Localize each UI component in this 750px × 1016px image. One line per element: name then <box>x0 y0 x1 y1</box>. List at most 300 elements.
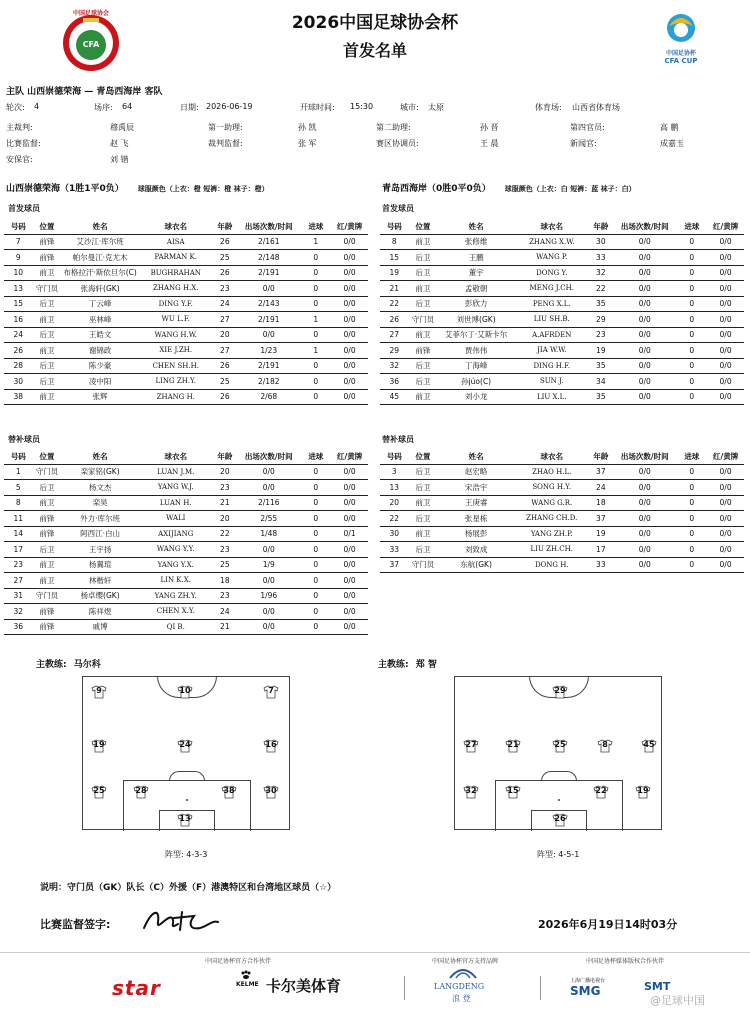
cell-shirt: LIN K.X. <box>160 576 191 585</box>
cell-shirt: DONG H. <box>534 560 569 569</box>
cell-no: 27 <box>13 575 24 585</box>
cell-cards: 0/0 <box>343 268 356 278</box>
cell-shirt: ZHANG X.W. <box>529 237 575 246</box>
shirt-number: 21 <box>507 740 519 749</box>
table-row <box>380 358 744 374</box>
cell-goals: 0 <box>689 268 695 278</box>
cell-shirt: XIE J.ZH. <box>159 346 193 355</box>
cell-name: 杨文杰 <box>88 482 112 492</box>
media-value: 成嘉玉 <box>660 139 684 148</box>
cell-no: 10 <box>13 268 24 278</box>
table-row <box>4 374 368 390</box>
cell-age: 30 <box>596 237 606 247</box>
info-row-3 <box>0 138 750 151</box>
cell-age: 25 <box>220 376 230 386</box>
cell-name: 贾伟伟 <box>464 345 488 355</box>
cell-age: 35 <box>596 392 606 402</box>
cell-cards: 0/0 <box>719 345 732 355</box>
cell-age: 19 <box>596 529 606 539</box>
cell-age: 35 <box>596 299 606 309</box>
cell-apps: 0/0 <box>262 330 275 340</box>
cell-apps: 0/0 <box>638 268 651 278</box>
cell-cards: 0/0 <box>343 544 356 554</box>
cell-shirt: ZHANG H.X. <box>153 284 199 293</box>
cell-goals: 0 <box>689 529 695 539</box>
ar2-value: 孙 晋 <box>480 123 499 132</box>
cell-goals: 0 <box>689 299 695 309</box>
cell-age: 18 <box>220 575 230 585</box>
cell-age: 24 <box>220 299 230 309</box>
shirt-icon <box>505 739 521 753</box>
shirt-number: 45 <box>643 740 655 749</box>
col-header-shirt: 球衣名 <box>540 222 563 232</box>
cell-apps: 0/0 <box>638 237 651 247</box>
sign-datetime: 2026年6月19日14时03分 <box>538 918 678 931</box>
cell-name: 外力·库尔班 <box>80 513 121 523</box>
shirt-icon <box>263 739 279 753</box>
cell-pos: 后卫 <box>415 299 431 309</box>
away-coach <box>378 657 437 670</box>
col-header-cards: 红/黄牌 <box>336 222 363 232</box>
cell-cards: 0/0 <box>343 376 356 386</box>
col-header-apps: 出场次数/时间 <box>244 452 293 462</box>
cell-age: 25 <box>220 252 230 262</box>
away-team-header <box>382 181 636 194</box>
cell-pos: 前卫 <box>39 575 55 585</box>
cell-age: 26 <box>220 361 230 371</box>
cell-goals: 0 <box>313 376 319 386</box>
cell-apps: 0/0 <box>262 482 275 492</box>
table-row <box>4 480 368 496</box>
cell-apps: 0/0 <box>638 376 651 386</box>
cell-shirt: MENG J.CH. <box>529 284 574 293</box>
col-header-no: 号码 <box>10 452 26 462</box>
cell-pos: 前卫 <box>39 314 55 324</box>
col-header-no: 号码 <box>10 222 26 232</box>
shirt-icon <box>552 685 568 699</box>
cell-age: 19 <box>596 345 606 355</box>
cell-pos: 前锋 <box>39 237 55 247</box>
cell-goals: 0 <box>313 482 319 492</box>
cell-pos: 后卫 <box>39 330 55 340</box>
cell-apps: 0/0 <box>638 482 651 492</box>
cell-name: 杨卓缨(GK) <box>80 591 120 601</box>
cell-cards: 0/0 <box>343 237 356 247</box>
cell-cards: 0/0 <box>719 283 732 293</box>
smg-logo: SMG <box>570 984 601 998</box>
cell-cards: 0/0 <box>719 330 732 340</box>
away-starters-table <box>380 220 744 405</box>
shirt-icon <box>263 685 279 699</box>
cell-pos: 前卫 <box>415 529 431 539</box>
cell-pos: 前卫 <box>39 268 55 278</box>
col-header-no: 号码 <box>386 452 402 462</box>
kickoff-value: 15:30 <box>350 102 374 111</box>
cell-no: 32 <box>13 606 24 616</box>
cell-apps: 2/143 <box>257 299 280 309</box>
table-row <box>380 343 744 359</box>
cell-pos: 守门员 <box>35 283 59 293</box>
shirt-number: 30 <box>265 786 277 795</box>
table-row <box>4 511 368 527</box>
cell-apps: 2/55 <box>260 513 278 523</box>
commissioner-label: 比赛监督: <box>6 139 41 148</box>
cell-pos: 前卫 <box>415 330 431 340</box>
cell-name: 张星栋 <box>464 513 488 523</box>
cell-pos: 后卫 <box>415 268 431 278</box>
signature-image <box>138 904 228 936</box>
cell-cards: 0/0 <box>719 482 732 492</box>
col-header-goals: 进球 <box>308 452 324 462</box>
col-header-shirt: 球衣名 <box>540 452 563 462</box>
table-header-row <box>4 450 368 464</box>
col-header-age: 年龄 <box>593 222 609 232</box>
cell-cards: 0/0 <box>719 252 732 262</box>
cell-goals: 0 <box>313 606 319 616</box>
cell-goals: 0 <box>313 361 319 371</box>
cell-age: 23 <box>596 330 606 340</box>
cell-name: 艾菲尔丁·艾斯卡尔 <box>444 330 508 340</box>
star-brand-logo: star <box>112 976 161 1000</box>
home-starters-label: 首发球员 <box>8 204 40 213</box>
home-subs-table <box>4 450 368 635</box>
shirt-number: 22 <box>595 786 607 795</box>
sign-label: 比赛监督签字: <box>40 918 111 931</box>
cell-shirt: SUN J. <box>539 377 564 386</box>
round-label: 轮次: <box>6 103 25 112</box>
cell-apps: 0/0 <box>638 299 651 309</box>
cell-age: 23 <box>220 544 230 554</box>
shirt-number: 25 <box>93 786 105 795</box>
cell-cards: 0/0 <box>343 498 356 508</box>
shirt-number: 24 <box>179 740 191 749</box>
cell-no: 26 <box>13 345 24 355</box>
cell-no: 29 <box>389 345 400 355</box>
cell-no: 30 <box>13 376 24 386</box>
cell-pos: 守门员 <box>411 560 435 570</box>
cell-apps: 0/0 <box>638 544 651 554</box>
cell-apps: 0/0 <box>262 575 275 585</box>
shirt-icon <box>635 785 651 799</box>
cell-apps: 0/0 <box>638 283 651 293</box>
cell-name: 阿西江·白山 <box>80 529 121 539</box>
cell-no: 30 <box>389 529 400 539</box>
security-label: 安保官: <box>6 155 33 164</box>
cell-name: 董宇 <box>468 268 484 278</box>
cell-name: 丁海峰 <box>464 361 488 371</box>
security-value: 刘 锴 <box>110 155 129 164</box>
cell-age: 29 <box>596 314 606 324</box>
cell-goals: 0 <box>313 498 319 508</box>
cell-no: 31 <box>13 591 24 601</box>
cell-age: 20 <box>220 330 230 340</box>
cell-pos: 前卫 <box>39 498 55 508</box>
cfa-logo-text: 中国足球协会 <box>72 10 109 17</box>
away-coach-name: 郑 智 <box>415 660 437 670</box>
cell-pos: 后卫 <box>415 513 431 523</box>
cell-goals: 0 <box>689 392 695 402</box>
cell-name: 王宇扬 <box>88 544 112 554</box>
cell-cards: 0/0 <box>343 345 356 355</box>
cell-name: 凌中阳 <box>88 376 112 386</box>
home-formation: 阵型: 4-3-3 <box>165 850 208 859</box>
cell-no: 15 <box>389 252 400 262</box>
away-subs-table <box>380 450 744 573</box>
shirt-icon <box>463 785 479 799</box>
cell-goals: 0 <box>689 330 695 340</box>
col-header-cards: 红/黄牌 <box>712 452 739 462</box>
cell-name: 孙júo(C) <box>461 376 492 386</box>
cell-cards: 0/0 <box>343 575 356 585</box>
cell-goals: 0 <box>313 560 319 570</box>
cell-name: 彭欣力 <box>464 299 488 309</box>
city-value: 太原 <box>428 103 444 112</box>
cell-shirt: PENG X.L. <box>532 299 571 308</box>
cell-no: 19 <box>389 268 400 278</box>
cell-goals: 0 <box>313 591 319 601</box>
ref-assessor-value: 张 军 <box>298 139 317 148</box>
shirt-number: 15 <box>507 786 519 795</box>
shirt-icon <box>597 739 613 753</box>
cell-pos: 后卫 <box>415 482 431 492</box>
away-formation-pitch <box>454 676 662 830</box>
cell-pos: 后卫 <box>39 482 55 492</box>
cell-age: 23 <box>220 591 230 601</box>
cell-shirt: WANG H.W. <box>154 330 197 339</box>
cell-age: 22 <box>596 283 606 293</box>
cell-shirt: DING Y.F. <box>158 299 193 308</box>
cell-shirt: PARMAN K. <box>154 253 197 262</box>
cell-cards: 0/0 <box>343 392 356 402</box>
cell-cards: 0/0 <box>719 392 732 402</box>
cell-cards: 0/0 <box>343 606 356 616</box>
cell-cards: 0/0 <box>343 299 356 309</box>
cell-name: 王皓文 <box>88 330 112 340</box>
cell-cards: 0/0 <box>719 237 732 247</box>
cell-apps: 0/0 <box>638 498 651 508</box>
table-row <box>4 464 368 480</box>
cell-name: 张辉 <box>92 392 108 402</box>
langdeng-emblem-icon <box>448 966 478 980</box>
round-value: 4 <box>34 102 40 111</box>
cell-cards: 0/1 <box>343 529 356 539</box>
cell-cards: 0/0 <box>343 482 356 492</box>
cell-no: 27 <box>389 330 400 340</box>
shirt-number: 9 <box>96 686 102 695</box>
cell-apps: 0/0 <box>638 467 651 477</box>
away-starters-label: 首发球员 <box>382 204 414 213</box>
table-row <box>380 511 744 527</box>
city-label: 城市: <box>400 103 419 112</box>
cell-cards: 0/0 <box>343 467 356 477</box>
cell-apps: 2/161 <box>257 237 280 247</box>
cell-goals: 0 <box>689 482 695 492</box>
cell-no: 9 <box>15 252 21 262</box>
cell-goals: 1 <box>313 237 319 247</box>
cell-goals: 0 <box>313 268 319 278</box>
table-header-row <box>4 220 368 234</box>
cell-age: 25 <box>220 560 230 570</box>
cell-pos: 前卫 <box>39 345 55 355</box>
cell-apps: 2/148 <box>257 252 280 262</box>
cell-cards: 0/0 <box>719 467 732 477</box>
home-subs-label: 替补球员 <box>8 435 40 444</box>
shirt-icon <box>505 785 521 799</box>
cell-name: 陈少豪 <box>88 361 112 371</box>
cell-apps: 0/0 <box>638 252 651 262</box>
cell-age: 35 <box>596 361 606 371</box>
cell-age: 27 <box>220 314 230 324</box>
cell-age: 23 <box>220 283 230 293</box>
cell-apps: 1/23 <box>260 345 278 355</box>
table-row <box>380 281 744 297</box>
cell-name: 巫林峰 <box>88 314 112 324</box>
cell-shirt: WANG Y.Y. <box>156 545 195 554</box>
cell-name: 帕尔曼江·克尤木 <box>72 252 128 262</box>
col-header-shirt: 球衣名 <box>164 452 187 462</box>
cell-shirt: CHEN SH.H. <box>152 361 199 370</box>
away-kit-colors: 球服颜色（上衣：白 短裤：蓝 袜子：白） <box>504 185 636 193</box>
sponsor-support-label: 中国足协杯官方支持品牌 <box>432 958 499 965</box>
cell-goals: 0 <box>313 513 319 523</box>
cell-pos: 前卫 <box>415 498 431 508</box>
cell-age: 27 <box>220 345 230 355</box>
shirt-icon <box>177 739 193 753</box>
cell-pos: 前锋 <box>415 345 431 355</box>
cell-pos: 前卫 <box>415 237 431 247</box>
venue-value: 山西省体育场 <box>572 103 620 112</box>
cell-apps: 2/191 <box>257 361 280 371</box>
cell-name: 林楷轩 <box>88 575 112 585</box>
langdeng-brand: LANGDENG <box>434 982 485 991</box>
commissioner-value: 赵 飞 <box>110 139 129 148</box>
cell-no: 37 <box>389 560 400 570</box>
away-team-name: 青岛西海岸（0胜0平0负） <box>382 184 491 194</box>
away-coach-label: 主教练: <box>378 660 409 670</box>
cell-pos: 守门员 <box>35 467 59 477</box>
table-header-row <box>380 450 744 464</box>
table-row <box>4 281 368 297</box>
cell-name: 栾家铭(GK) <box>80 467 120 477</box>
ar1-value: 孙 凯 <box>298 123 317 132</box>
cell-no: 21 <box>389 283 400 293</box>
col-header-age: 年龄 <box>217 452 233 462</box>
cell-no: 32 <box>389 361 400 371</box>
cell-goals: 0 <box>313 299 319 309</box>
home-formation-pitch <box>82 676 290 830</box>
sponsor-official-label: 中国足协杯官方合作伙伴 <box>205 958 272 965</box>
cell-no: 22 <box>389 299 400 309</box>
shirt-number: 29 <box>554 686 566 695</box>
shirt-icon <box>91 739 107 753</box>
cell-no: 28 <box>13 361 24 371</box>
cell-shirt: ZHAO H.L. <box>532 467 572 476</box>
table-row <box>4 312 368 328</box>
cell-age: 37 <box>596 513 606 523</box>
cell-name: 谢锦政 <box>88 345 112 355</box>
langdeng-brand-cn: 浪 登 <box>452 994 471 1003</box>
home-starters-table <box>4 220 368 405</box>
shirt-icon <box>133 785 149 799</box>
table-row <box>4 234 368 250</box>
table-row <box>380 464 744 480</box>
cell-no: 1 <box>15 467 21 477</box>
cell-age: 37 <box>596 467 606 477</box>
home-coach-label: 主教练: <box>36 660 67 670</box>
cell-age: 24 <box>220 606 230 616</box>
coordinator-label: 赛区协调员: <box>376 139 419 148</box>
home-coach-name: 马尔科 <box>73 660 101 670</box>
cell-goals: 0 <box>689 252 695 262</box>
col-header-age: 年龄 <box>217 222 233 232</box>
cell-apps: 0/0 <box>262 544 275 554</box>
table-row <box>4 619 368 635</box>
col-header-goals: 进球 <box>308 222 324 232</box>
ar1-label: 第一助理: <box>208 123 243 132</box>
cell-goals: 0 <box>689 467 695 477</box>
cell-shirt: ZHANG H. <box>156 392 195 401</box>
away-subs-label: 替补球员 <box>382 435 414 444</box>
fourth-label: 第四官员: <box>570 123 605 132</box>
table-row <box>380 542 744 558</box>
kelme-brand-name: 卡尔美体育 <box>266 977 342 995</box>
cell-goals: 0 <box>313 467 319 477</box>
table-row <box>380 327 744 343</box>
cell-cards: 0/0 <box>719 529 732 539</box>
cell-goals: 0 <box>689 237 695 247</box>
watermark: @足球中国 <box>650 994 705 1007</box>
cell-cards: 0/0 <box>343 314 356 324</box>
table-row <box>4 526 368 542</box>
cell-age: 20 <box>220 467 230 477</box>
shirt-number: 38 <box>223 786 235 795</box>
cell-shirt: LUAN H. <box>159 498 192 507</box>
col-header-pos: 位置 <box>415 222 431 232</box>
cell-cards: 0/0 <box>719 299 732 309</box>
cell-name: 刘世博(GK) <box>456 314 496 324</box>
cell-age: 17 <box>596 544 606 554</box>
shirt-icon <box>463 739 479 753</box>
cell-name: 王庚睿 <box>464 498 488 508</box>
shirt-number: 7 <box>268 686 274 695</box>
cell-cards: 0/0 <box>343 330 356 340</box>
media-label: 新闻官: <box>570 139 597 148</box>
cell-name: 陈祥煜 <box>88 606 112 616</box>
table-row <box>380 312 744 328</box>
cell-cards: 0/0 <box>343 591 356 601</box>
cell-age: 22 <box>220 529 230 539</box>
match-line: 主队 山西崇德荣海 — 青岛西海岸 客队 <box>6 87 163 97</box>
cell-cards: 0/0 <box>343 252 356 262</box>
cell-no: 45 <box>389 392 400 402</box>
cell-cards: 0/0 <box>343 283 356 293</box>
cell-cards: 0/0 <box>719 498 732 508</box>
cell-shirt: AXIJIANG <box>158 529 194 538</box>
shirt-number: 25 <box>554 740 566 749</box>
cell-goals: 0 <box>313 252 319 262</box>
cell-no: 33 <box>389 544 400 554</box>
cell-age: 26 <box>220 392 230 402</box>
venue-label: 体育场: <box>535 103 562 112</box>
shirt-icon <box>552 739 568 753</box>
cell-pos: 前卫 <box>415 283 431 293</box>
col-header-pos: 位置 <box>415 452 431 462</box>
table-row <box>4 389 368 405</box>
cell-shirt: CHEN X.Y. <box>156 607 195 616</box>
cell-no: 8 <box>15 498 21 508</box>
table-row <box>4 557 368 573</box>
cell-shirt: AISA <box>166 237 185 246</box>
